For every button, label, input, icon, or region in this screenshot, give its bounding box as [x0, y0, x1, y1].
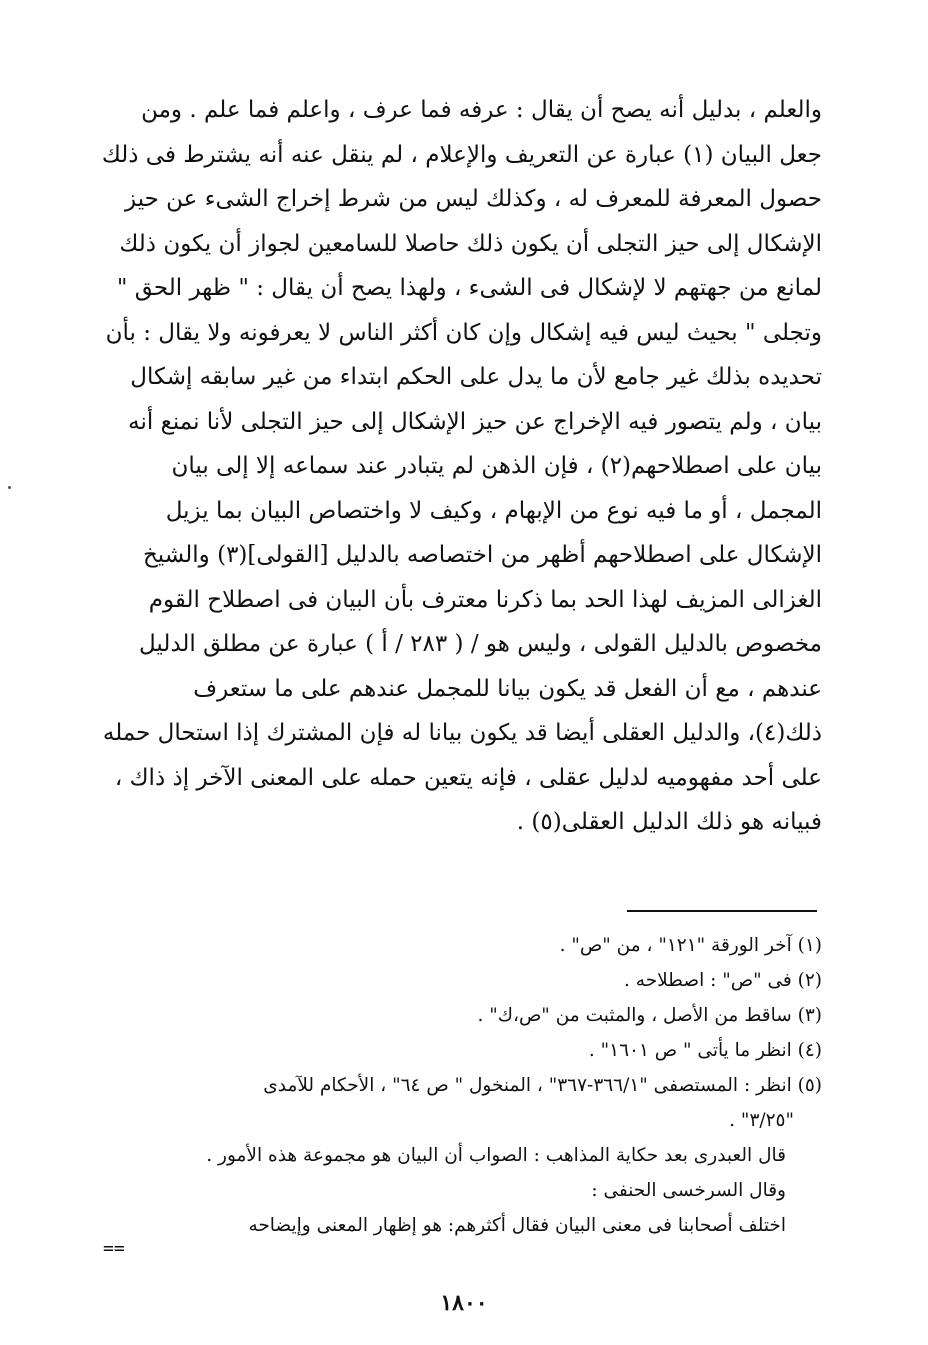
footnote-separator [627, 910, 817, 912]
text-line: على أحد مفهوميه لدليل عقلى ، فإنه يتعين حمله على المعنى الآخر إذ ذاك ، [114, 764, 822, 791]
footnote-3: (٣) ساقط من الأصل ، والمثبت من "ص،ك" . [477, 1005, 822, 1026]
footnote-5: (٥) انظر : المستصفى "٣٦٦/١-٣٦٧" ، المنخول " ص ٦٤" ، الأحكام للآمدى [263, 1075, 822, 1096]
footnote-5-quote: وقال السرخسى الحنفى : [591, 1180, 786, 1201]
text-line: الإشكال على اصطلاحهم أظهر من اختصاصه بالدليل [القولى](٣) والشيخ [142, 542, 822, 568]
text-line: جعل البيان (١) عبارة عن التعريف والإعلام ، لم ينقل عنه أنه يشترط فى ذلك [101, 141, 822, 168]
main-text [100, 88, 822, 845]
footnote-5-quote: اختلف أصحابنا فى معنى البيان فقال أكثرهم: هو إظهار المعنى وإيضاحه [248, 1215, 786, 1236]
text-line: فبيانه هو ذلك الدليل العقلى(٥) . [516, 809, 822, 835]
text-line: الغزالى المزيف لهذا الحد بما ذكرنا معترف بأن البيان فى اصطلاح القوم [148, 586, 822, 613]
text-line: بيان ، ولم يتصور فيه الإخراج عن حيز الإشكال إلى حيز التجلى لأنا نمنع أنه [128, 408, 822, 435]
text-line: المجمل ، أو ما فيه نوع من الإبهام ، وكيف لا واختصاص البيان بما يزيل [165, 497, 822, 524]
text-line: تحديده بذلك غير جامع لأن ما يدل على الحكم ابتداء من غير سابقه إشكال [130, 364, 822, 390]
page-number: ١٨٠٠ [440, 1290, 488, 1316]
text-line: ذلك(٤)، والدليل العقلى أيضا قد يكون بيانا له فإن المشترك إذا استحال حمله [102, 720, 822, 746]
footnote-5-continuation: "٣/٢٥" . [729, 1110, 794, 1131]
footnote-4: (٤) انظر ما يأتى " ص ١٦٠١" . [588, 1040, 822, 1061]
text-line: وتجلى " بحيث ليس فيه إشكال وإن كان أكثر الناس لا يعرفونه ولا يقال : بأن [105, 319, 822, 346]
text-line: بيان على اصطلاحهم(٢) ، فإن الذهن لم يتبادر عند سماعه إلا إلى بيان [171, 453, 822, 479]
text-line: مخصوص بالدليل القولى ، وليس هو / ( ٢٨٣ / أ ) عبارة عن مطلق الدليل [138, 631, 822, 657]
text-line: حصول المعرفة للمعرف له ، وكذلك ليس من شرط إخراج الشىء عن حيز [125, 186, 822, 212]
footnote-2: (٢) فى "ص" : اصطلاحه . [624, 970, 822, 991]
text-line: لمانع من جهتهم لا لإشكال فى الشىء ، ولهذا يصح أن يقال : " ظهر الحق " [116, 275, 822, 301]
text-line: الإشكال إلى حيز التجلى أن يكون ذلك حاصلا للسامعين لجواز أن يكون ذلك [119, 230, 822, 257]
footnotes [100, 928, 822, 1243]
footnote-1: (١) آخر الورقة "١٢١" ، من "ص" . [559, 935, 822, 956]
footnote-5-quote: قال العبدرى بعد حكاية المذاهب : الصواب أن البيان هو مجموعة هذه الأمور . [206, 1145, 786, 1166]
continuation-mark: == [103, 1238, 125, 1259]
text-line: والعلم ، بدليل أنه يصح أن يقال : عرفه فما عرف ، واعلم فما علم . ومن [141, 97, 822, 123]
scan-speck [8, 486, 11, 489]
text-line: عندهم ، مع أن الفعل قد يكون بيانا للمجمل عندهم على ما ستعرف [193, 675, 822, 702]
